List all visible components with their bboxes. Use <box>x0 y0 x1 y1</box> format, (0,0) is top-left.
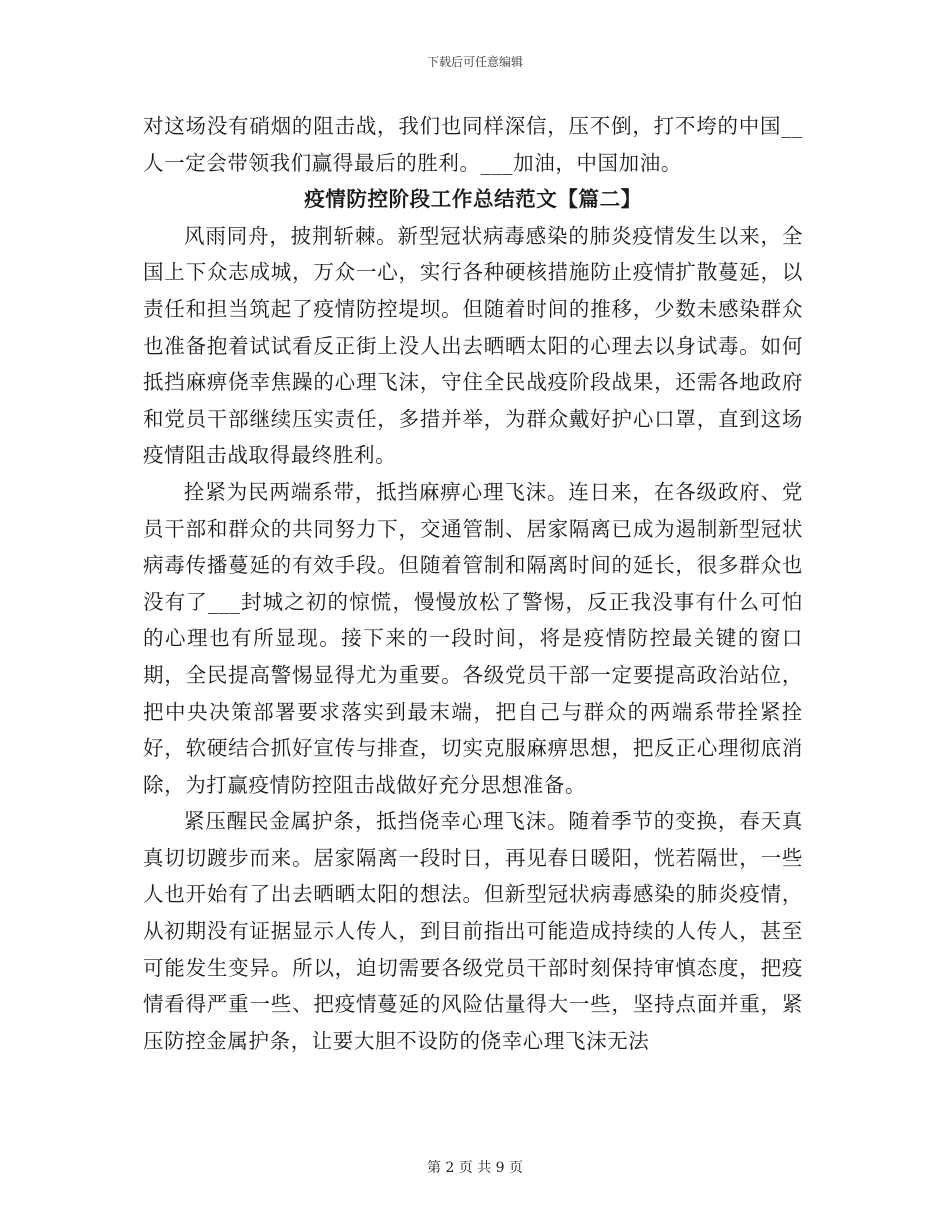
body-paragraph-1: 风雨同舟，披荆斩棘。新型冠状病毒感染的肺炎疫情发生以来，全国上下众志成城，万众一心，实行各种硬核措施防止疫情扩散蔓延，以责任和担当筑起了疫情防控堤坝。但随着时间的推移，少数未感染群众也准备抱着试试看反正街上没人出去晒晒太阳的心理去以身试毒。如何抵挡麻痹侥幸焦躁的心理飞沫，守住全民战疫阶段战果，还需各地政府和党员干部继续压实责任，多措并举，为群众戴好护心口罩，直到这场疫情阻击战取得最终胜利。 <box>143 223 803 468</box>
document-body <box>143 108 803 1059</box>
body-paragraph-3: 紧压醒民金属护条，抵挡侥幸心理飞沫。随着季节的变换，春天真真切切踱步而来。居家隔离一段时日，再见春日暖阳，恍若隔世，一些人也开始有了出去晒晒太阳的想法。但新型冠状病毒感染的肺炎疫情，从初期没有证据显示人传人，到目前指出可能造成持续的人传人，甚至可能发生变异。所以，迫切需要各级党员干部时刻保持审慎态度，把疫情看得严重一些、把疫情蔓延的风险估量得大一些，坚持点面并重，紧压防控金属护条，让要大胆不设防的侥幸心理飞沫无法 <box>143 809 803 1053</box>
page-number: 第 2 页 共 9 页 <box>426 1160 524 1176</box>
intro-paragraph: 对这场没有硝烟的阻击战，我们也同样深信，压不倒，打不垮的中国__人一定会带领我们赢得最后的胜利。___加油，中国加油。 <box>143 114 803 175</box>
body-paragraph-2: 拴紧为民两端系带，抵挡麻痹心理飞沫。连日来，在各级政府、党员干部和群众的共同努力下，交通管制、居家隔离已成为遏制新型冠状病毒传播蔓延的有效手段。但随着管制和隔离时间的延长，很多群众也没有了___封城之初的惊慌，慢慢放松了警惕，反正我没事有什么可怕的心理也有所显现。接下来的一段时间，将是疫情防控最关键的窗口期，全民提高警惕显得尤为重要。各级党员干部一定要提高政治站位，把中央决策部署要求落实到最末端，把自己与群众的两端系带拴紧拴好，软硬结合抓好宣传与排查，切实克服麻痹思想，把反正心理彻底消除，为打赢疫情防控阻击战做好充分思想准备。 <box>143 479 803 797</box>
section-title: 疫情防控阶段工作总结范文【篇二】 <box>304 187 642 212</box>
page-header-note: 下载后可任意编辑 <box>426 55 523 69</box>
